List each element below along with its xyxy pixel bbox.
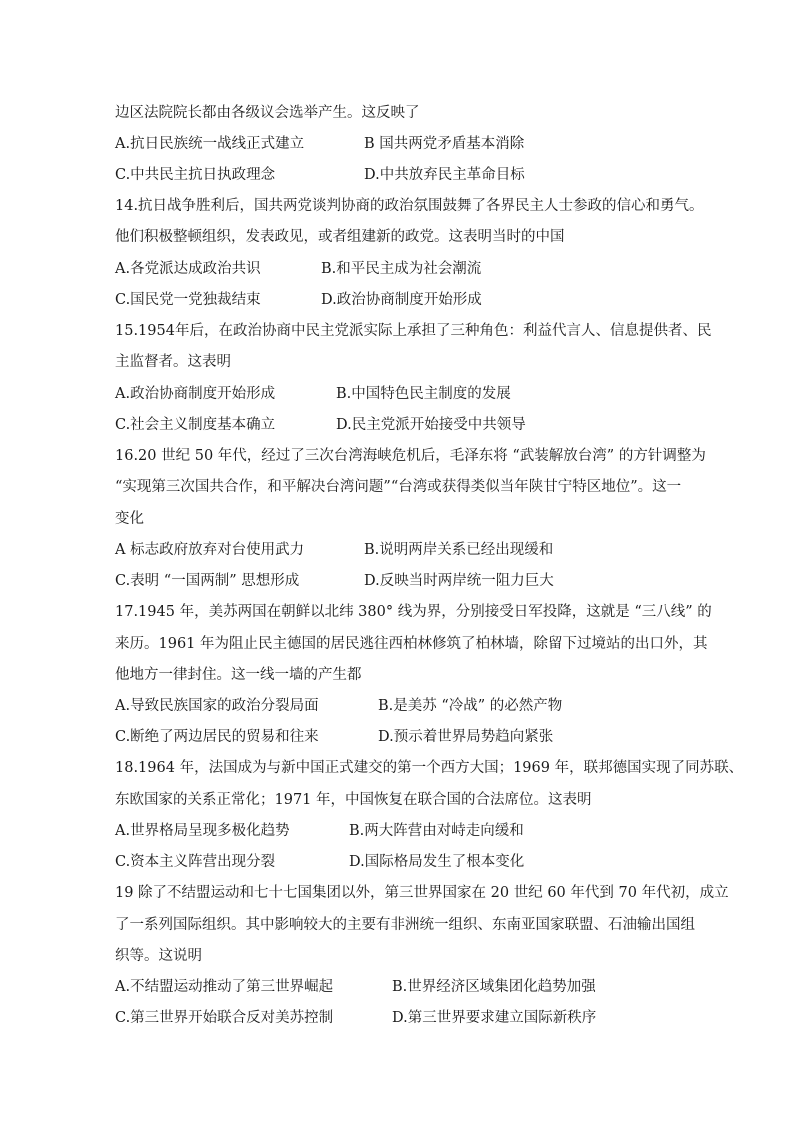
q16-option-b: B.说明两岸关系已经出现缓和: [364, 542, 554, 558]
q17-stem-line-3: 他地方一律封住。这一线一墙的产生都: [115, 667, 362, 683]
q17-option-c: C.断绝了两边居民的贸易和往来: [115, 729, 319, 745]
q19-stem-line-2: 了一系列国际组织。其中影响较大的主要有非洲统一组织、东南亚国家联盟、石油输出国组: [115, 917, 695, 933]
q16-option-d: D.反映当时两岸统一阻力巨大: [364, 573, 554, 589]
q15-option-a: A.政治协商制度开始形成: [115, 386, 276, 402]
q13-option-c: C.中共民主抗日执政理念: [115, 167, 276, 183]
q14-option-b: B.和平民主成为社会潮流: [321, 261, 482, 277]
q16-option-c: C.表明 “一国两制” 思想形成: [115, 573, 300, 589]
q18-option-d: D.国际格局发生了根本变化: [349, 854, 525, 870]
q18-option-b: B.两大阵营由对峙走向缓和: [349, 823, 524, 839]
q19-option-b: B.世界经济区域集团化趋势加强: [392, 979, 596, 995]
q14-stem-line-2: 他们积极整顿组织，发表政见，或者组建新的政党。这表明当时的中国: [115, 229, 565, 245]
q17-option-d: D.预示着世界局势趋向紧张: [378, 729, 554, 745]
q19-option-c: C.第三世界开始联合反对美苏控制: [115, 1010, 334, 1026]
q14-option-c: C.国民党一党独裁结束: [115, 292, 261, 308]
q18-option-a: A.世界格局呈现多极化趋势: [115, 823, 290, 839]
q13-option-d: D.中共放弃民主革命目标: [364, 167, 525, 183]
q15-option-c: C.社会主义制度基本确立: [115, 417, 276, 433]
q17-stem-line-2: 来历。1961 年为阻止民主德国的居民逃往西柏林修筑了柏林墙，除留下过境站的出口外，其: [115, 636, 708, 652]
q13-option-a: A.抗日民族统一战线正式建立: [115, 136, 305, 152]
q14-option-a: A.各党派达成政治共识: [115, 261, 261, 277]
q19-option-a: A.不结盟运动推动了第三世界崛起: [115, 979, 334, 995]
q13-option-b: B 国共两党矛盾基本消除: [364, 136, 525, 152]
q15-stem-line-2: 主监督者。这表明: [115, 354, 231, 370]
q16-stem-line-2: “实现第三次国共合作，和平解决台湾问题”“台湾或获得类似当年陕甘宁特区地位”。这一: [115, 479, 682, 495]
q13-stem-line-1: 边区法院院长都由各级议会选举产生。这反映了: [115, 105, 420, 121]
q14-stem-line-1: 14.抗日战争胜利后，国共两党谈判协商的政治氛围鼓舞了各界民主人士参政的信心和勇气。: [115, 198, 704, 214]
q17-option-a: A.导致民族国家的政治分裂局面: [115, 698, 319, 714]
q18-option-c: C.资本主义阵营出现分裂: [115, 854, 276, 870]
q17-option-b: B.是美苏 “冷战” 的必然产物: [378, 698, 563, 714]
q18-stem-line-2: 东欧国家的关系正常化；1971 年，中国恢复在联合国的合法席位。这表明: [115, 792, 592, 808]
q16-option-a: A 标志政府放弃对台使用武力: [115, 542, 305, 558]
q14-option-d: D.政治协商制度开始形成: [321, 292, 482, 308]
q15-option-d: D.民主党派开始接受中共领导: [336, 417, 526, 433]
q19-stem-line-3: 织等。这说明: [115, 948, 202, 964]
q16-stem-line-3: 变化: [115, 511, 144, 527]
q16-stem-line-1: 16.20 世纪 50 年代，经过了三次台湾海峡危机后，毛泽东将 “武装解放台湾” 的方针调整为: [115, 448, 706, 464]
q15-option-b: B.中国特色民主制度的发展: [336, 386, 511, 402]
q19-stem-line-1: 19 除了不结盟运动和七十七国集团以外，第三世界国家在 20 世纪 60 年代到 70 年代初，成立: [115, 885, 729, 901]
q15-stem-line-1: 15.1954年后，在政治协商中民主党派实际上承担了三种角色：利益代言人、信息提供者、民: [115, 323, 712, 339]
q17-stem-line-1: 17.1945 年，美苏两国在朝鲜以北纬 380° 线为界，分别接受日军投降，这就是 “三八线” 的: [115, 604, 712, 620]
q19-option-d: D.第三世界要求建立国际新秩序: [392, 1010, 597, 1026]
q18-stem-line-1: 18.1964 年，法国成为与新中国正式建交的第一个西方大国；1969 年，联邦德国实现了同苏联、: [115, 760, 744, 776]
